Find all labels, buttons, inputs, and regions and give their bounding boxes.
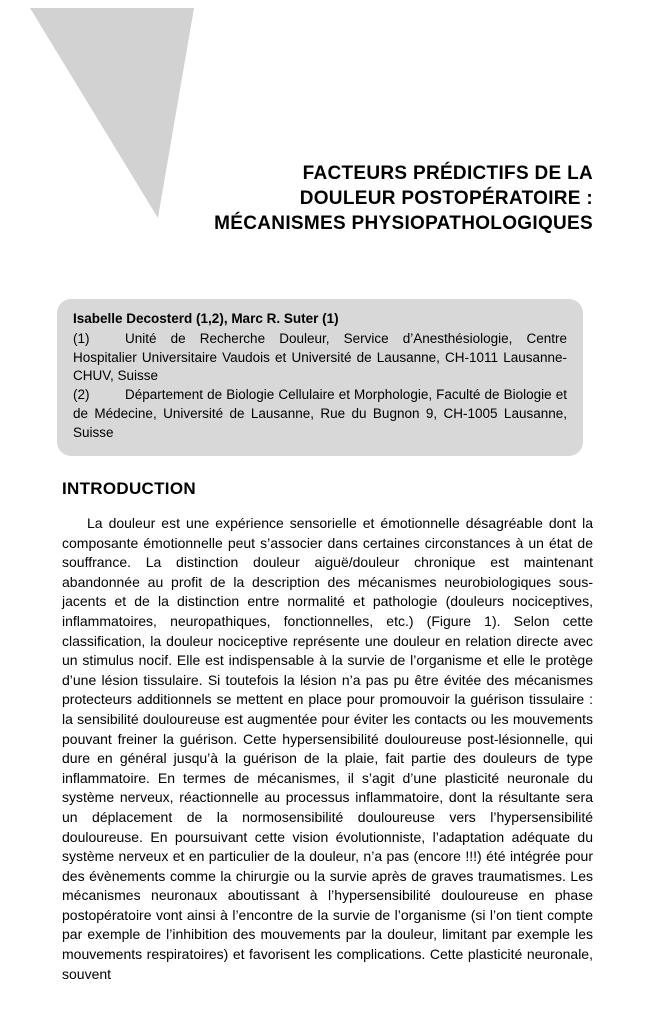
introduction-paragraph: La douleur est une expérience sensorielle et émotionnelle désagréable dont la composante émotionnelle peut s’associer dans certaines circonstances à un état de souffrance. La distinction douleur aiguë/douleur chronique est maintenant abandonnée au profit de la description des mécanismes neurobiologiques sous-jacents et de la distinction entre normalité et pathologie (douleurs nociceptives, inflammatoires, neuropathiques, fonctionnelles, etc.) (Figure 1). Selon cette classification, la douleur nociceptive représente une douleur en relation directe avec un stimulus nocif. Elle est indispensable à la survie de l’organisme et elle le protège d’une lésion tissulaire. Si toutefois la lésion n’a pas pu être évitée des mécanismes protecteurs additionnels se mettent en place pour promouvoir la guérison tissulaire : la sensibilité douloureuse est augmentée pour éviter les contacts ou les mouvements pouvant freiner la guérison. Cette hypersensibilité douloureuse post-lésionnelle, qui dure en général jusqu’à la guérison de la plaie, fait partie des douleurs de type inflammatoire. En termes de mécanismes, il s’agit d’une plasticité neuronale du système nerveux, réactionnelle au processus inflammatoire, dont la résultante sera un déplacement de la normosensibilité douloureuse vers l’hypersensibilité douloureuse. En poursuivant cette vision évolutionniste, l’adaptation adéquate du système nerveux et en particulier de la douleur, n’a pas (encore !!!) été intégrée pour des évènements comme la chirurgie ou la survie après de graves traumatismes. Les mécanismes neuronaux aboutissant à l’hypersensibilité douloureuse en phase postopératoire vont ainsi à l’encontre de la survie de l’organisme (si l’on tient compte par exemple de l’inhibition des mouvements par la douleur, limitant par exemple les mouvements respiratoires) et favorisent les complications. Cette plasticité neuronale, souvent bbox=[62, 515, 593, 982]
corner-triangle-decoration bbox=[30, 8, 194, 218]
chapter-title-line-1: FACTEURS PRÉDICTIFS DE LA bbox=[302, 163, 593, 184]
affiliation-2 bbox=[73, 386, 567, 442]
affiliation-1-number: (1) bbox=[73, 330, 90, 346]
affiliation-1-text: Unité de Recherche Douleur, Service d’Anesthésiologie, Centre Hospitalier Universitaire Vaudois et Université de Lausanne, CH-1011 Lausanne-CHUV, Suisse bbox=[73, 330, 567, 384]
chapter-title-line-3: MÉCANISMES PHYSIOPATHOLOGIQUES bbox=[214, 213, 593, 234]
authors-box bbox=[57, 299, 583, 456]
authors-names: Isabelle Decosterd (1,2), Marc R. Suter (1) bbox=[73, 311, 339, 326]
chapter-title-line-2: DOULEUR POSTOPÉRATOIRE : bbox=[299, 188, 593, 209]
affiliation-2-number: (2) bbox=[73, 387, 90, 403]
affiliation-2-text: Département de Biologie Cellulaire et Morphologie, Faculté de Biologie et de Médecine, Université de Lausanne, Rue du Bugnon 9, CH-1005 Lausanne, Suisse bbox=[73, 387, 567, 440]
affiliation-1 bbox=[73, 330, 567, 386]
chapter-title bbox=[214, 161, 593, 236]
section-heading-introduction: INTRODUCTION bbox=[62, 479, 196, 498]
